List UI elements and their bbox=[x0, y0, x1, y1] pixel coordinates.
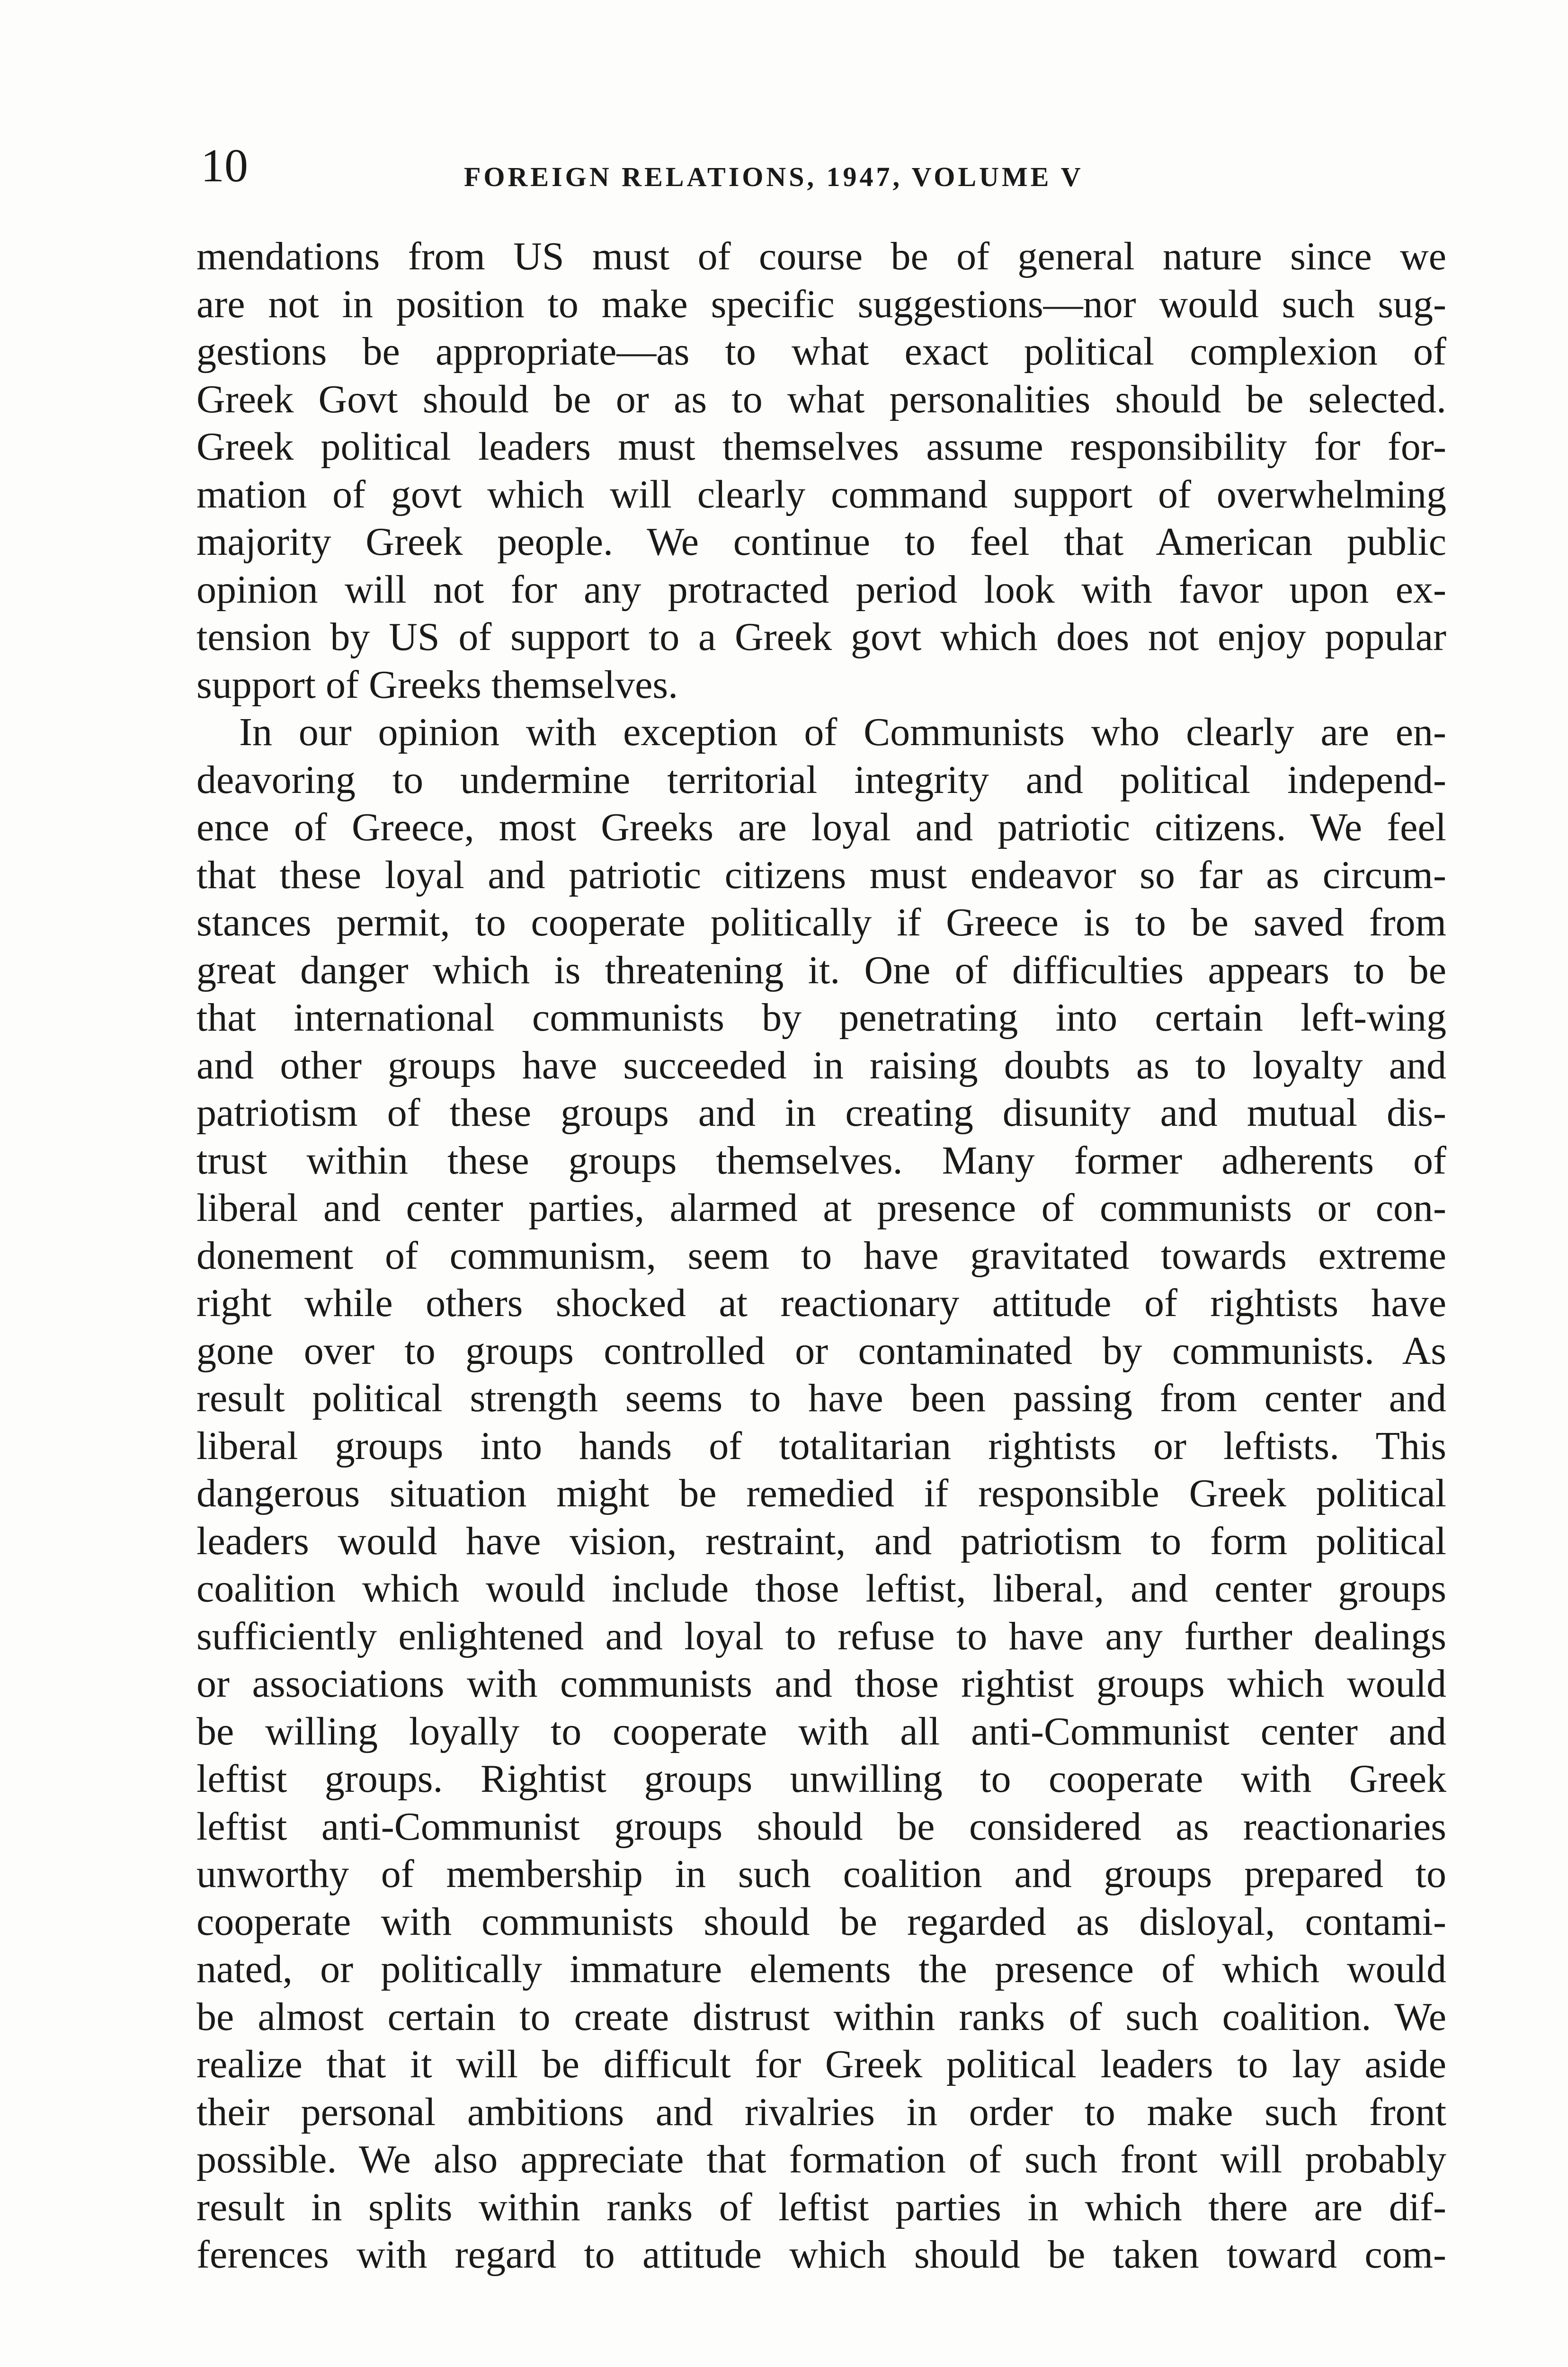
text-line: trust within these groups themselves. Many former adherents of bbox=[196, 1138, 1446, 1183]
text-line: result in splits within ranks of leftist parties in which there are dif- bbox=[196, 2185, 1446, 2229]
text-line: ence of Greece, most Greeks are loyal and patriotic citizens. We feel bbox=[196, 805, 1446, 849]
text-line: great danger which is threatening it. One of difficulties appears to be bbox=[196, 948, 1446, 992]
text-line: Greek political leaders must themselves assume responsibility for for- bbox=[196, 425, 1446, 469]
text-line: patriotism of these groups and in creating disunity and mutual dis- bbox=[196, 1091, 1446, 1135]
text-line: ferences with regard to attitude which should be taken toward com- bbox=[196, 2233, 1446, 2277]
text-line: support of Greeks themselves. bbox=[196, 662, 678, 707]
text-line: gestions be appropriate—as to what exact political complexion of bbox=[196, 329, 1446, 374]
text-line: In our opinion with exception of Communists who clearly are en- bbox=[239, 710, 1446, 754]
text-line: or associations with communists and those rightist groups which would bbox=[196, 1662, 1446, 1706]
text-line: liberal and center parties, alarmed at presence of communists or con- bbox=[196, 1186, 1446, 1230]
text-line: gone over to groups controlled or contaminated by communists. As bbox=[196, 1328, 1446, 1373]
text-line: leaders would have vision, restraint, and patriotism to form political bbox=[196, 1519, 1446, 1563]
text-line: be almost certain to create distrust within ranks of such coalition. We bbox=[196, 1994, 1446, 2039]
body-text bbox=[196, 233, 1446, 2279]
text-line: tension by US of support to a Greek govt which does not enjoy popular bbox=[196, 615, 1446, 659]
text-line: that international communists by penetrating into certain left-wing bbox=[196, 996, 1446, 1040]
text-line: majority Greek people. We continue to feel that American public bbox=[196, 520, 1446, 564]
text-line: be willing loyally to cooperate with all anti-Communist center and bbox=[196, 1709, 1446, 1753]
text-line: right while others shocked at reactionary attitude of rightists have bbox=[196, 1281, 1446, 1325]
text-line: leftist groups. Rightist groups unwilling to cooperate with Greek bbox=[196, 1757, 1446, 1801]
text-line: nated, or politically immature elements the presence of which would bbox=[196, 1947, 1446, 1991]
text-line: sufficiently enlightened and loyal to refuse to have any further dealings bbox=[196, 1614, 1446, 1658]
page-number: 10 bbox=[201, 139, 248, 192]
text-line: deavoring to undermine territorial integrity and political independ- bbox=[196, 757, 1446, 802]
paragraph-1 bbox=[196, 233, 1446, 709]
text-line: donement of communism, seem to have gravitated towards extreme bbox=[196, 1233, 1446, 1278]
text-line: their personal ambitions and rivalries in order to make such front bbox=[196, 2090, 1446, 2134]
text-line: mation of govt which will clearly command support of overwhelming bbox=[196, 472, 1446, 516]
paragraph-2 bbox=[196, 709, 1446, 2279]
text-line: and other groups have succeeded in raising doubts as to loyalty and bbox=[196, 1043, 1446, 1087]
text-line: result political strength seems to have been passing from center and bbox=[196, 1376, 1446, 1420]
text-line: are not in position to make specific suggestions—nor would such sug- bbox=[196, 282, 1446, 326]
text-line: realize that it will be difficult for Greek political leaders to lay aside bbox=[196, 2042, 1446, 2086]
text-line: mendations from US must of course be of general nature since we bbox=[196, 234, 1446, 278]
text-line: unworthy of membership in such coalition and groups prepared to bbox=[196, 1852, 1446, 1896]
text-line: opinion will not for any protracted period look with favor upon ex- bbox=[196, 567, 1446, 612]
text-line: dangerous situation might be remedied if responsible Greek political bbox=[196, 1471, 1446, 1515]
text-line: cooperate with communists should be regarded as disloyal, contami- bbox=[196, 1899, 1446, 1944]
text-line: stances permit, to cooperate politically if Greece is to be saved from bbox=[196, 900, 1446, 944]
text-line: leftist anti-Communist groups should be considered as reactionaries bbox=[196, 1804, 1446, 1849]
text-line: coalition which would include those leftist, liberal, and center groups bbox=[196, 1566, 1446, 1611]
text-line: that these loyal and patriotic citizens must endeavor so far as circum- bbox=[196, 853, 1446, 897]
running-head: FOREIGN RELATIONS, 1947, VOLUME V bbox=[464, 161, 1084, 192]
text-line: liberal groups into hands of totalitarian rightists or leftists. This bbox=[196, 1424, 1446, 1468]
text-line: possible. We also appreciate that formation of such front will probably bbox=[196, 2137, 1446, 2181]
text-line: Greek Govt should be or as to what personalities should be selected. bbox=[196, 377, 1446, 421]
